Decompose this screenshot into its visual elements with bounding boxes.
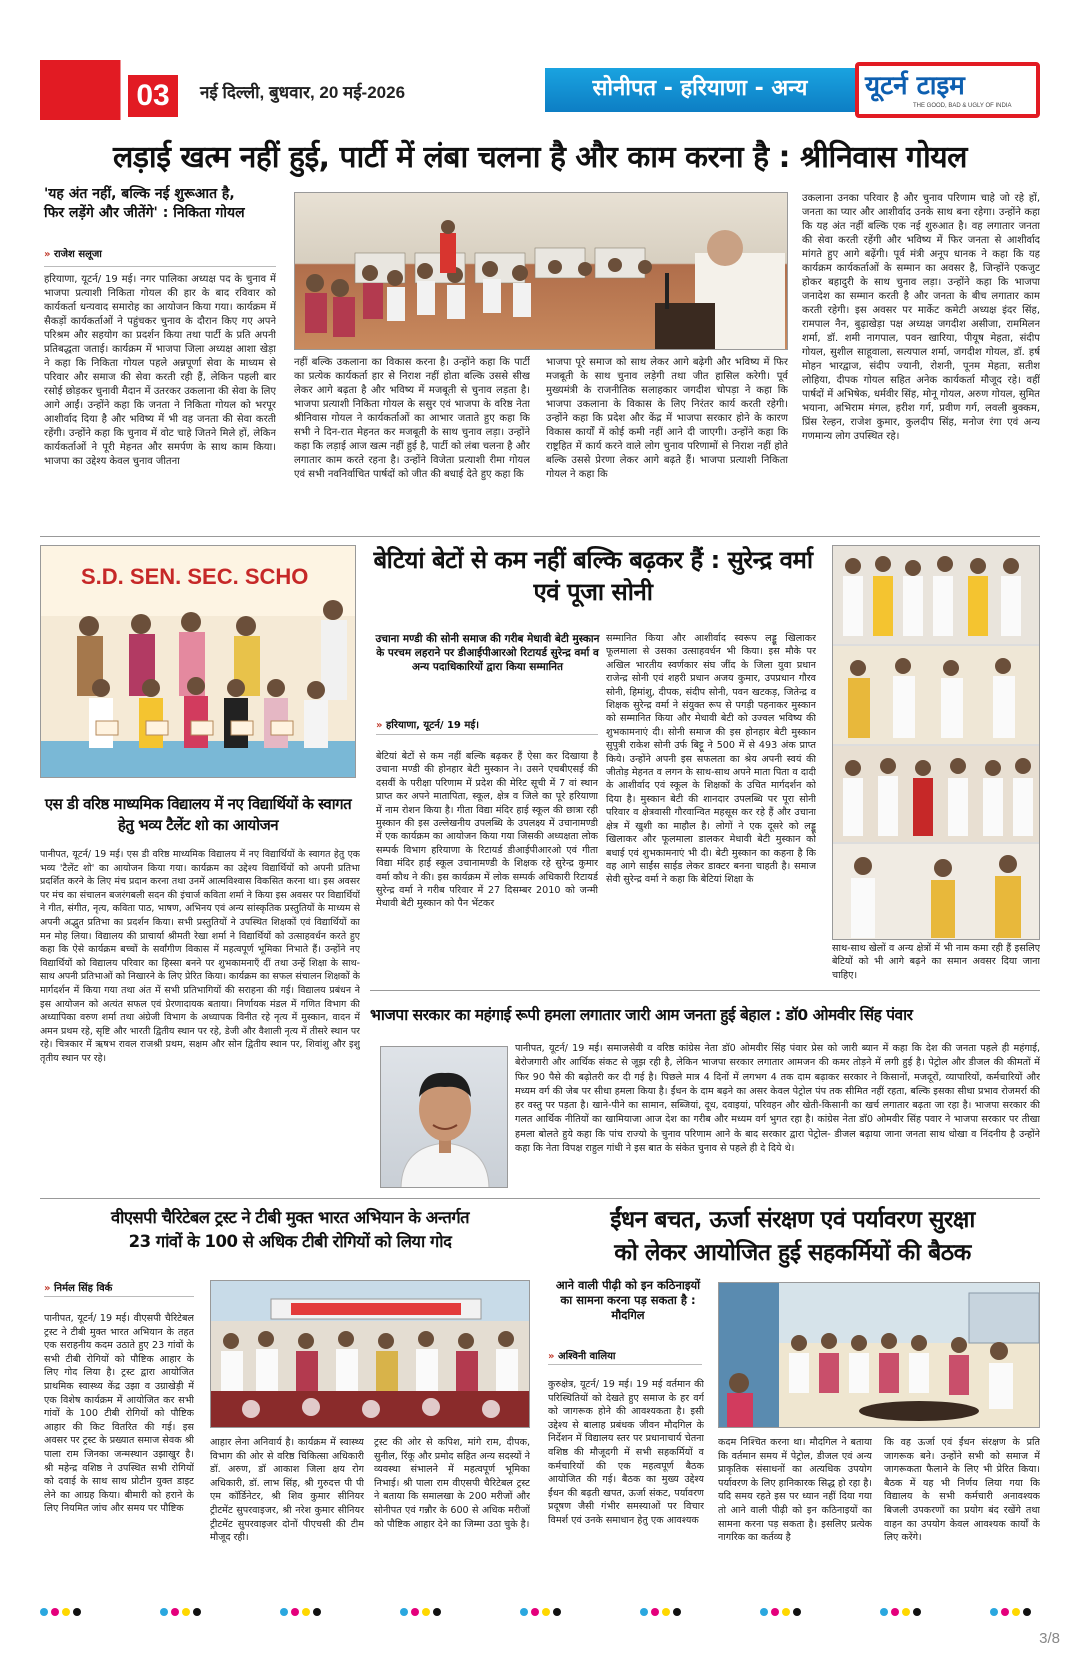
story3-col3: साथ-साथ खेलों व अन्य क्षेत्रों में भी नाम कमा रही हैं इसलिए बेटियों को भी आगे बढ़ने का समान अवसर दिया जाना चाहिए। [832,943,1040,981]
story5-headline: वीएसपी चैरिटेबल ट्रस्ट ने टीबी मुक्त भारत अभियान के अन्तर्गत 23 गांवों के 100 से अधिक टीबी रोगियों को लिया गोद [110,1208,470,1251]
meeting-photo-illustration [295,193,788,350]
masthead [40,60,1040,120]
story6-col1: कुरुक्षेत्र, यूटर्न/ 19 मई। 19 मई वर्तमान की परिस्थितियों को देखते हुए समाज के हर वर्ग को जागरूक होने की आवश्यकता है। इसी उद्देश्य से बालाह प्रबंधक जीवन मौदगिल के निर्देशन में विद्यालय स्तर पर प्रधानाचार्य चेतना वशिष्ठ की मौजूदगी में सभी सहकर्मियों व कर्मचारियों की एक महत्वपूर्ण बैठक आयोजित की गई। बैठक का मुख्य उद्देश्य ईंधन की बढ़ती खपत, ऊर्जा संकट, पर्यावरण प्रदूषण जैसी गंभीर समस्याओं पर विचार विमर्श एवं उनके समाधान हेतु एक आवश्यक [548,1379,704,1526]
school-banner-text: S.D. SEN. SEC. SCHO [81,564,309,589]
issue-date: नई दिल्ली, बुधवार, 20 मई-2026 [200,83,406,102]
story6-byline: » अश्विनी वालिया [548,1351,616,1362]
tb-camp-photo-illustration [211,1281,530,1428]
story4-body: पानीपत, यूटर्न/ 19 मई। समाजसेवी व वरिष्ठ कांग्रेस नेता डॉ0 ओमवीर सिंह पंवार प्रेस को जारी ब्यान में कहा कि देश की जनता पहले ही महंगाई, बेरोजगारी और आर्थिक संकट से जूझ रही है, लेकिन भाजपा सरकार लगातार आमजन की कमर तोड़ने में लगी हुई है। पेट्रोल और डीजल की कीमतों में फिर 90 पैसे की बढ़ोतरी कर दी गई है। पिछले मात्र 4 दिनों में लगभग 4 तक दाम बढ़ाकर सरकार ने किसानों, मजदूरों, व्यापारियों, कर्मचारियों और मध्यम वर्ग की जेब पर सीधा हमला किया है। ईंधन के दाम बढ़ने का असर केवल पेट्रोल पंप तक सीमित नहीं रहता, बल्कि इसका सीधा प्रभाव रोजमर्रा की हर वस्तु पर पड़ता है। खाने-पीने का सामान, सब्जियां, दूध, दवाइयां, परिवहन और खेती-किसानी का खर्च लगातार बढ़ता जा रहा है। भाजपा सरकार की गलत आर्थिक नीतियों का खामियाजा आज देश का गरीब और मध्यम वर्ग भुगत रहा है। कांग्रेस नेता डॉ0 ओमवीर सिंह पवार ने भाजपा सरकार पर तीखा हमला बोलते हुये कहा कि पांच राज्यो के चुनाव परिणाम आने के बाद सरकार द्वारा पेट्रोल- डीजल बढ़ाया जाना जनता साथ धोखा व निंदनीय है उन्होंने कहा कि नेता विपक्ष राहुल गांधी ने इस बात के संकेत चुनाव से पहले ही दे दिये थे। [515,1043,1040,1155]
story4-headline: भाजपा सरकार का महंगाई रूपी हमला लगातार जारी आम जनता हुई बेहाल : डॉ0 ओमवीर सिंह पंवार [370,1006,913,1024]
story6-col3: कि वह ऊर्जा एवं ईंधन संरक्षण के प्रति जागरूक बने। उन्होंने सभी को समाज में जागरूकता फैलाने के लिए भी प्रेरित किया। बैठक में यह भी निर्णय लिया गया कि विद्यालय के सभी कर्मचारी अनावश्यक बिजली उपकरणों का प्रयोग बंद रखेंगे तथा वाहन का उपयोग केवल आवश्यक कार्यों के लिए करेंगे। [884,1437,1040,1544]
story1-byline: » राजेश सलूजा [44,249,102,260]
story1-col2: नहीं बल्कि उकलाना का विकास करना है। उन्होंने कहा कि पार्टी का प्रत्येक कार्यकर्ता हार से निराश नहीं होता बल्कि उससे सीख लेकर आगे बढ़ता है और भविष्य में मजबूती से चुनाव लड़ता है। भाजपा प्रत्याशी निकिता गोयल के ससुर एवं भाजपा के वरिष्ठ नेता श्रीनिवास गोयल ने कार्यकर्ताओं का आभार जताते हुए कहा कि सभी ने दिन-रात मेहनत कर मजबूती के साथ चुनाव लड़ा। उन्होंने कहा कि लड़ाई आज खत्म नहीं हुई है, पार्टी को लंबा चलना है और लगातार काम करते रहना है। उन्होंने विजेता प्रत्याशी रीमा गोयल एवं सभी नवनिर्वाचित पार्षदों को जीत की बधाई देते हुए कहा कि [294,357,530,480]
story3-col2: सम्मानित किया और आशीर्वाद स्वरूप लड्डू खिलाकर फूलमाला से उसका उत्साहवर्धन भी किया। इस मौके पर अखिल भारतीय स्वर्णकार संघ जींद के जिला युवा प्रधान राजेन्द्र सोनी एवं शहरी प्रधान अजय कुमार, उपप्रधान गौरव सोनी, हिमांशु, दीपक, संदीप सोनी, पवन खटकड़, जितेन्द्र व शिक्षक सुरेन्द्र वर्मा ने संयुक्त रूप से पगड़ी पहनाकर मुस्कान को सम्मानित किया और मेधावी बेटी को उज्वल भविष्य की शुभकामनाएं दी। सोनी समाज की इस होनहार बेटी मुस्कान सुपुत्री राकेश सोनी उर्फ बिट्टू ने 500 में से 493 अंक प्राप्त किये। उन्होंने अपनी इस सफलता का श्रेय अपनी स्वयं की जीतोड़ मेहनत व लगन के साथ-साथ अपने माता पिता व दादी के आशीर्वाद एवं स्कूल के शिक्षकों के उचित मार्गदर्शन को दिया है। मुस्कान बेटी की शानदार उपलब्धि पर पूरा सोनी परिवार व क्षेत्रवासी गौरवान्वित महसूस कर रहे हैं और उचाना क्षेत्र में खुशी का माहौल है। लोगों ने एक दूसरे को लड्डू खिलाकर और फूलमाला डालकर मेधावी बेटी मुस्कान को बधाई एवं शुभकामनाएं भी दी। बेटी मुस्कान का कहना है कि वह आगे साईंस साईड लेकर डाक्टर बनना चाहती है। समाज सेवी सुरेन्द्र वर्मा ने कहा कि बेटियां शिक्षा के [606,633,816,886]
story5-col3: ट्रस्ट की ओर से कपिश, मांगे राम, दीपक, सुनील, रिंकू और प्रमोद सहित अन्य सदस्यों ने व्यवस्था संभालने में महत्वपूर्ण भूमिका निभाई। श्री पाला राम वीएसपी चैरिटेबल ट्रस्ट ने बताया कि समालखा के 200 मरीजों और सोनीपत एवं गन्नौर के 600 से अधिक मरीजों को पौष्टिक आहार देने का जिम्मा उठा चुके है। [374,1437,530,1530]
meeting-room-illustration [719,1283,1040,1428]
story4-portrait [380,1046,508,1188]
story5-col2: आहार लेना अनिवार्य है। कार्यक्रम में स्वास्थ्य विभाग की ओर से वरिष्ठ चिकित्सा अधिकारी डॉ. अरुण, डॉ आकाश जिला क्षय रोग अधिकारी, डॉ. लाभ सिंह, श्री गुरुदत्त पी पी एम कॉर्डिनेटर, श्री शिव कुमार सीनियर ट्रीटमेंट सुपरवाइजर, श्री नरेश कुमार सीनियर ट्रीटमेंट सुपरवाइजर दोनों पीएचसी की टीम मौजूद रही। [210,1437,364,1544]
story6-deck: आने वाली पीढ़ी को इन कठिनाइयों का सामना करना पड़ सकता है : मौदगिल [555,1278,701,1322]
story1-photo [294,192,788,350]
story6-photo [718,1282,1040,1428]
section-title: सोनीपत - हरियाणा - अन्य [592,76,808,101]
story2-photo [40,545,356,778]
story1-deck: 'यह अंत नहीं, बल्कि नई शुरूआत है, फिर लड़ेंगे और जीतेंगे' : निकिता गोयल [44,186,245,221]
story1-col3: भाजपा पूरे समाज को साथ लेकर आगे बढ़ेगी और भविष्य में फिर मजबूती के साथ चुनाव लड़ेगी तथा जीत हासिल करेगी। पूर्व मुख्यमंत्री के राजनीतिक सलाहकार जगदीश चोपड़ा ने कहा कि भाजपा उकलाना के विकास के लिए निरंतर कार्य करती रहेगी। उन्होंने कहा कि प्रदेश और केंद्र में भाजपा सरकार होने के कारण विकास कार्यों में कोई कमी नहीं आने दी जाएगी। उन्होंने कहा कि राष्ट्रहित में कार्य करने वाले लोग चुनाव परिणामों से निराश नहीं होते बल्कि उससे प्रेरणा लेकर आगे बढ़ते हैं। भाजपा प्रत्याशी निकिता गोयल ने कहा कि [546,357,788,480]
story3-byline: » हरियाणा, यूटर्न/ 19 मई। [376,720,480,731]
story5-col1: पानीपत, यूटर्न/ 19 मई। वीएसपी चैरिटेबल ट्रस्ट ने टीबी मुक्त भारत अभियान के तहत एक सराहनीय कदम उठाते हुए 23 गांवों के सभी टीबी रोगियों को पौष्टिक आहार के लिए गोद लिया है। ट्रस्ट द्वारा आयोजित प्राथमिक स्वास्थ्य केंद्र उझा व उग्राखेड़ी में एक विशेष कार्यक्रम में आयोजित कर सभी गांवों के 100 टीबी रोगियों को पौष्टिक आहार की किट वितरित की गई। इस अवसर पर ट्रस्ट के प्रख्यात समाज सेवक श्री पाला राम जिनका जन्मस्थान उझाखुर है। श्री महेन्द्र वशिष्ठ ने उपस्थित सभी रोगियों को दवाई के साथ साथ प्रोटीन युक्त डाइट लेने का आग्रह किया। बीमारी को हराने के लिए नियमित जांच और समय पर पौष्टिक [44,1313,194,1515]
registration-marks [40,1608,81,1616]
story5-photo [210,1280,530,1428]
story1-col4: उकलाना उनका परिवार है और चुनाव परिणाम चाहे जो रहे हों, जनता का प्यार और आशीर्वाद उनके साथ बना रहेगा। उन्होंने कहा कि यह अंत नहीं बल्कि एक नई शुरुआत है। वह लगातार जनता की सेवा करती रहेंगी और भविष्य में फिर जनता से आशीर्वाद मांगते हुए आगे बढ़ेंगी। पूर्व मंत्री अनूप धानक ने कहा कि यह कार्यक्रम कार्यकर्ताओं के सम्मान का अवसर है, जिन्होंने एकजुट होकर बहादुरी के साथ चुनाव लड़ा। उन्होंने कहा कि भाजपा जनादेश का सम्मान करती है और जनता के बीच लगातार काम करती रहेगी। इस अवसर पर मार्केट कमेटी अध्यक्ष इंदर सिंह, रामपाल नैन, बुढ़ाखेड़ा पक्ष अध्यक्ष जगदीश असीजा, राममिलन शर्मा, डॉ. शमी नागपाल, पवन खारिया, पीयूष मेहता, संदीप गोयल, सुशील साहूवाला, सत्यपाल शर्मा, जगदीश गोयल, डॉ. हर्ष मोहन भारद्वाज, संदीप ज्यानी, रोशनी, पूनम मेहता, सतीश लोहिया, दीपक गोयल सहित अनेक कार्यकर्ता मौजूद रहे। वहीं पार्षदों में अभिषेक, धर्मवीर सिंह, मोनू गोयल, अरुण गोयल, सुमित भयाना, अभिराम मंगल, हरीश गर्ग, प्रवीण गर्ग, लवली बुक्कम, प्रिंस रेल्हन, राजेश कुमार, कुलदीप सिंह, मनोज रंगा एवं अन्य गणमान्य लोग उपस्थित रहे। [802,193,1040,442]
story5-byline: » निर्मल सिंह विर्क [44,1283,113,1294]
story6-headline: ईंधन बचत, ऊर्जा संरक्षण एवं पर्यावरण सुरक्षा को लेकर आयोजित हुई सहकर्मियों की बैठक [610,1207,975,1266]
newspaper-logo: यूटर्न टाइम THE GOOD, BAD & UGLY OF INDIA [855,62,1040,118]
students-photo-illustration [41,546,356,778]
story3-photo-collage [832,545,1040,940]
page-indicator: 3/8 [1039,1630,1060,1647]
portrait-illustration [381,1047,508,1188]
page-number: 03 [128,75,178,117]
story6-col2: कदम निश्चित करना था। मौदगिल ने बताया कि वर्तमान समय में पेट्रोल, डीजल एवं अन्य प्राकृतिक संसाधनों का अत्यधिक उपयोग पर्यावरण के लिए हानिकारक सिद्ध हो रहा है। यदि समय रहते इस पर ध्यान नहीं दिया गया तो आने वाली पीढ़ी को इन कठिनाइयों का सामना करना पड़ सकता है। इसलिए प्रत्येक नागरिक का कर्तव्य है [718,1437,872,1544]
story2-headline: एस डी वरिष्ठ माध्यमिक विद्यालय में नए विद्यार्थियों के स्वागत हेतु भव्य टैलेंट शो का आयोजन [44,795,352,834]
story1-headline: लड़ाई खत्म नहीं हुई, पार्टी में लंबा चलना है और काम करना है : श्रीनिवास गोयल [113,140,967,175]
story3-col1: बेटियां बेटों से कम नहीं बल्कि बढ़कर हैं ऐसा कर दिखाया है उचाना मण्डी की होनहार बेटी मुस्कान ने। उसने एचबीएसई की दसवीं के परीक्षा परिणाम में प्रदेश की मेरिट सूची में 7 वां स्थान प्राप्त कर अपने मातापिता, स्कूल, क्षेत्र व जिले का पूरे हरियाणा में नाम रोशन किया है। गीता विद्या मंदिर हाई स्कूल की छात्रा रही मुस्कान की इस उल्लेखनीय उपलब्धि के उपलक्ष्य में उचानामण्डी में एक कार्यक्रम का आयोजन किया गया जिसकी अध्यक्षता लोक सम्पर्क विभाग हरियाणा के रिटायर्ड डीआईपीआरओ एवं गीता विद्या मंदिर हाई स्कूल उचानामण्डी के शिक्षक रहे सुरेन्द्र कुमार वर्मा कौथ ने की। इस कार्यक्रम में लोक सम्पर्क अधिकारी रिटायर्ड सुरेन्द्र वर्मा ने गरीब परिवार में 27 दिसम्बर 2010 को जन्मी मेधावी बेटी मुस्कान को पैन भेंटकर [376,751,598,910]
story3-deck: उचाना मण्डी की सोनी समाज की गरीब मेधावी बेटी मुस्कान के परचम लहराने पर डीआईपीआरओ रिटायर्ड सुरेन्द्र वर्मा व अन्य पदाधिकारियों द्वारा किया सम्मानित [375,633,600,673]
story3-headline: बेटियां बेटों से कम नहीं बल्कि बढ़कर हैं : सुरेन्द्र वर्मा एवं पूजा सोनी [373,546,813,606]
collage-illustration [833,546,1040,940]
story1-col1: हरियाणा, यूटर्न/ 19 मई। नगर पालिका अध्यक्ष पद के चुनाव में भाजपा प्रत्याशी निकिता गोयल की हार के बाद रविवार को कार्यकर्ता धन्यवाद समारोह का आयोजन किया गया। कार्यक्रम में सैकड़ों कार्यकर्ताओं ने पहुंचकर चुनाव के दौरान किए गए अपने परिश्रम और सहयोग का प्रदर्शन किया तथा पार्टी के प्रति अपनी प्रतिबद्धता जताई। कार्यक्रम में भाजपा जिला अध्यक्ष आशा खेड़ा ने कहा कि निकिता गोयल पहले अन्नपूर्णा सेवा के माध्यम से परिवार और समाज की सेवा करती रही हैं, लेकिन पहली बार रसोई छोड़कर चुनावी मैदान में उतरकर उकलाना की सेवा के लिए आगे आईं। उन्होंने कहा कि जनता ने निकिता गोयल को भरपूर आशीर्वाद दिया है और भविष्य में भी वह जनता की सेवा करती रहेंगी। उन्होंने कहा कि चुनाव में वोट चाहे जितने मिले हों, लेकिन कार्यकर्ताओं ने पूरी मेहनत और समर्पण के साथ काम किया। भाजपा का उद्देश्य केवल चुनाव जीतना [44,274,276,467]
story2-body: पानीपत, यूटर्न/ 19 मई। एस डी वरिष्ठ माध्यमिक विद्यालय में नए विद्यार्थियों के स्वागत हेतु एक भव्य 'टैलेंट शो' का आयोजन किया गया। कार्यक्रम का उद्देश्य विद्यार्थियों को अपनी प्रतिभा प्रदर्शित करने के लिए मंच प्रदान करना तथा उनमें आत्मविश्वास विकसित करना था। इस अवसर पर मंच का संचालन बजरंगबली सदन की इंचार्ज कविता शर्मा ने किया इस अवसर पर विद्यार्थियों ने गीत, संगीत, नृत्य, कविता पाठ, भाषण, अभिनय एवं अन्य सांस्कृतिक प्रस्तुतियों के माध्यम से अपनी अद्भुत प्रतिभा का प्रदर्शन किया। सभी प्रस्तुतियों ने उपस्थित शिक्षकों एवं विद्यार्थियों का मन मोह लिया। विद्यालय की प्राचार्या श्रीमती रेखा शर्मा ने विद्यार्थियों को उत्साहवर्धन करते हुए कहा कि ऐसे कार्यक्रम बच्चों के सर्वांगीण विकास में महत्वपूर्ण भूमिका निभाते हैं। उन्होंने नए विद्यार्थियों को विद्यालय परिवार का हिस्सा बनने पर शुभकामनाएँ दीं तथा उन्हें शिक्षा के साथ-साथ अपनी प्रतिभाओं को निखारने के लिए प्रेरित किया। कार्यक्रम का सफल संचालन शिक्षकों के मार्गदर्शन में किया गया तथा अंत में सभी प्रतिभागियों की सराहना की गई। विद्यालय प्रबंधन ने इस आयोजन को अत्यंत सफल एवं प्रेरणादायक बताया। निर्णायक मंडल में गणित विभाग की अध्यापिका वरुण शर्मा तथा अंग्रेजी विभाग के अध्यापक विनीत रहे नृत्य में मुस्कान, वादन में अमन प्रथम रहे, सृष्टि और भारती द्वितीय स्थान पर रहे, डेजी और वैशाली नृत्य में तीसरे स्थान पर रहे। चित्रकार में ऋषभ रावल राजश्री प्रथम, सक्षम और सोन द्वितीय स्थान पर, शिवांशु और इशु तृतीय स्थान पर रहे। [40,849,360,1064]
